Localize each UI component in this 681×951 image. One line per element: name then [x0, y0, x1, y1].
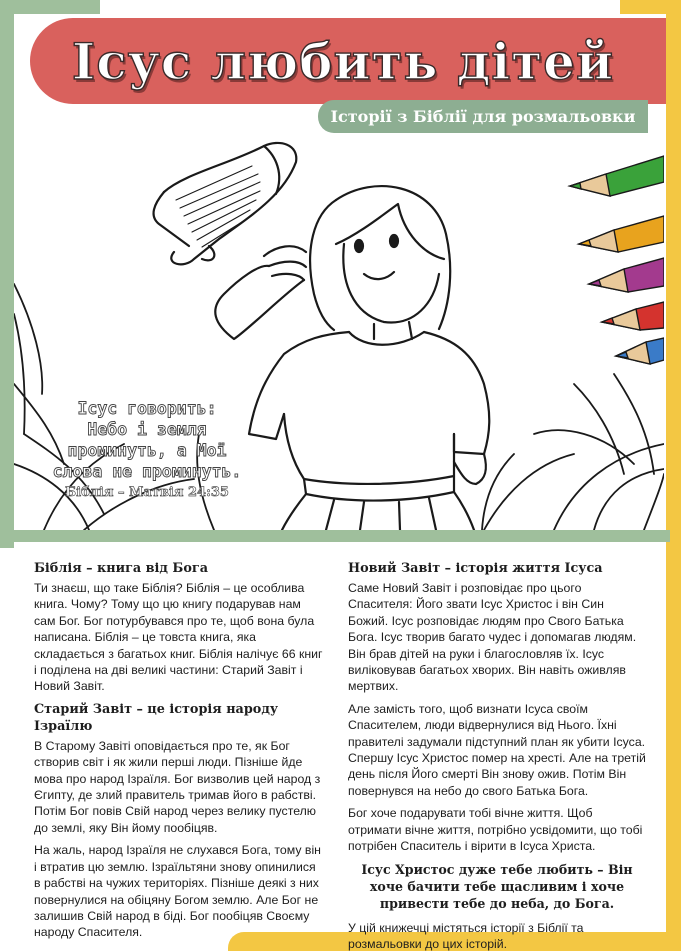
quote-line: слова не проминуть. — [52, 462, 242, 481]
section-paragraph: Саме Новий Завіт і розповідає про цього Спасителя: Його звати Ісус Христос і він Син Божий. Ісус розповідає людям про Свого Батька Бога. Ісус творив багато чудес і допомагав людям. Він брав дітей на руки і благословляв їх. Ісус виліковував багатьох хворих. Він навіть оживляв мертвих. — [348, 581, 637, 694]
colored-pencils-icon — [570, 156, 664, 364]
section-paragraph: В Старому Завіті оповідається про те, як Бог створив світ і як жили перші люди. Пізніше йде мова про народ Ізраїля. Бог визволив цей народ з Єгипту, де злий правитель тримав його в рабстві. Потім Бог повів Свій народ через велику пустелю до землі, яку Він йому пообіцяв. — [34, 738, 321, 835]
emphasis-statement: Ісус Христос дуже тебе любить – Він хоче бачити тебе щасливим і хоче привести тебе до неба, до Бога. — [361, 861, 633, 911]
section-heading: Біблія – книга від Бога — [34, 561, 209, 576]
bible-quote — [36, 398, 258, 500]
quote-line: Ісус говорить: — [77, 399, 217, 418]
scroll-icon — [154, 143, 297, 264]
right-text-column — [348, 560, 646, 951]
section-heading: Новий Завіт – історія життя Ісуса — [348, 561, 603, 576]
quote-line: Небо і земля — [87, 420, 207, 439]
frame-right-yellow — [666, 0, 681, 951]
section-paragraph: Але замість того, щоб визнати Ісуса своїм Спасителем, люди відвернулися від Нього. Їхні правителі задумали підступний план як убити Ісуса. Спершу Ісус Христос помер на хресті. Але на третій день після Його смерті Він знову ожив. Потім Він повернувся на небо до свого Батька Бога. — [348, 701, 646, 798]
page-subtitle: Історії з Біблії для розмальовки — [318, 100, 648, 133]
section-paragraph: Бог хоче подарувати тобі вічне життя. Щоб отримати вічне життя, потрібно усвідомити, що тобі потрібен Спаситель і вірити в Ісуса Христа. — [348, 806, 643, 854]
quote-line: проминуть, а Мої — [67, 441, 227, 460]
page-title: Ісус любить дітей — [71, 31, 615, 91]
section-paragraph: На жаль, народ Ізраїля не слухався Бога, тому він і втратив цю землю. Ізраїльтяни знову опинилися в рабстві на чужих територіях. Пізніше деякі з них повернулися на обіцяну Богом землю. Але Бог не залишив Свій народ в біді. Бог пообіцяв Своєму народу Спасителя. — [34, 843, 321, 940]
quote-reference: Біблія – Матвія 24:35 — [65, 485, 229, 500]
frame-top-green — [0, 0, 100, 14]
frame-left-green — [0, 8, 14, 548]
section-paragraph: Ти знаєш, що таке Біблія? Біблія – це особлива книга. Чому? Тому що цю книгу подарував нам сам Бог. Бог потурбувався про те, щоб вона була написана. Біблія – це товста книга, яка складається з багатьох книг. Біблія налічує 66 книг і поділена на дві великі частини: Старий Завіт і Новий Завіт. — [34, 581, 323, 694]
closing-paragraph: У цій книжечці містяться історії з Біблії та розмальовки до цих історій. — [348, 920, 584, 951]
left-text-column — [34, 560, 324, 947]
frame-divider-green — [0, 530, 670, 542]
section-heading: Старий Завіт – це історія народу Ізраїлю — [34, 701, 279, 734]
